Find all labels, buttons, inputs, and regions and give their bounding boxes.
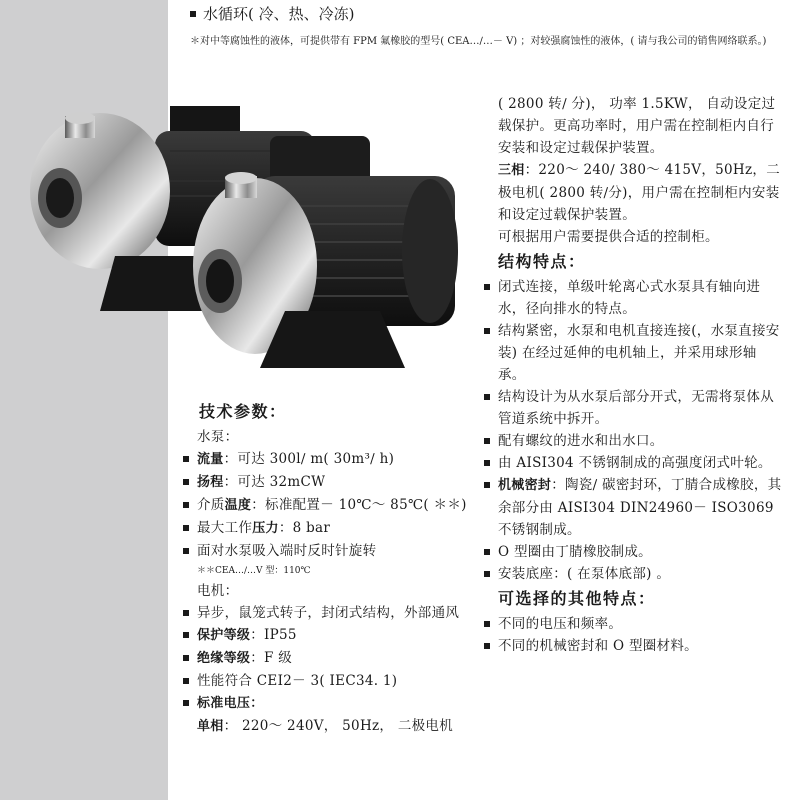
structure-item xyxy=(484,386,784,430)
insulation-label: 绝缘等级 xyxy=(197,651,251,666)
control-cabinet-text: 可根据用户需要提供合适的控制柜。 xyxy=(498,229,719,245)
compliance-row xyxy=(183,670,473,692)
bullet-square-icon xyxy=(484,394,490,400)
head-label: 扬程 xyxy=(197,475,224,490)
bullet-square-icon xyxy=(183,700,189,706)
single-phase-row xyxy=(183,715,473,738)
bullet-square-icon xyxy=(484,482,490,488)
motor-type-text: 异步，鼠笼式转子，封闭式结构，外部通风 xyxy=(197,605,460,621)
bullet-square-icon xyxy=(183,456,189,462)
seal-text: ：陶瓷∕ 碳密封环，丁腈合成橡胶，其余部分由 AISI304 DIN24960－ ISO3069 不锈钢制成。 xyxy=(498,477,782,538)
three-phase-paragraph xyxy=(484,159,784,226)
temperature-label: 温度 xyxy=(224,498,252,513)
insulation-value: ：F 级 xyxy=(250,650,293,666)
single-phase-text: ： 220～ 240V， 50Hz， 二极电机 xyxy=(223,718,454,734)
protection-label: 保护等级 xyxy=(197,628,251,643)
bullet-square-icon xyxy=(183,678,189,684)
pressure-value: ：8 bar xyxy=(278,520,331,536)
pump-product-photo xyxy=(20,106,460,376)
insulation-row xyxy=(183,647,473,670)
rotation-note: ＊＊CEA…∕…V 型：110℃ xyxy=(197,566,311,576)
bullet-square-icon xyxy=(183,610,189,616)
structure-item-text: 配有螺纹的进水和出水口。 xyxy=(498,433,664,449)
voltage-label: 标准电压： xyxy=(197,696,264,711)
pressure-label: 压力 xyxy=(252,521,279,536)
water-circulation-text: 水循环( 冷、热、冷冻) xyxy=(203,5,355,23)
structure-item xyxy=(484,320,784,386)
structure-item-text: 由 AISI304 不锈钢制成的高强度闭式叶轮。 xyxy=(498,455,772,471)
tech-params-heading: 技术参数： xyxy=(199,402,287,421)
bullet-square-icon xyxy=(484,328,490,334)
optional-item xyxy=(484,635,784,657)
single-phase-label: 单相 xyxy=(197,719,224,734)
right-column xyxy=(484,93,784,657)
flow-row xyxy=(183,448,473,471)
temperature-value: ：标准配置－ 10℃～ 85℃( ＊＊) xyxy=(251,497,467,513)
rotation-row xyxy=(183,540,473,562)
rotation-text: 面对水泵吸入端时反时针旋转 xyxy=(197,543,377,559)
bullet-square-icon xyxy=(484,438,490,444)
bullet-square-icon xyxy=(183,502,189,508)
three-phase-text: ：220～ 240∕ 380～ 415V，50Hz，二极电机( 2800 转∕分)，用户需在控制柜内安装和设定过载保护装置。 xyxy=(498,162,781,223)
protection-row xyxy=(183,624,473,647)
structure-item-text: 结构设计为从水泵后部分开式，无需将泵体从管道系统中拆开。 xyxy=(498,389,774,427)
three-phase-label: 三相 xyxy=(498,163,525,178)
head-row xyxy=(183,471,473,494)
flow-value: ：可达 300l∕ m( 30m³∕ h) xyxy=(223,451,395,467)
pressure-prefix: 最大工作 xyxy=(197,520,253,536)
oring-text: O 型圈由丁腈橡胶制成。 xyxy=(498,544,652,560)
temperature-prefix: 介质 xyxy=(197,497,225,513)
optional-heading: 可选择的其他特点： xyxy=(498,589,656,608)
structure-item-text: 闭式连接，单级叶轮离心式水泵具有轴向进水，径向排水的特点。 xyxy=(498,279,761,317)
bullet-square-icon xyxy=(484,621,490,627)
bullet-square-icon xyxy=(183,525,189,531)
structure-item xyxy=(484,430,784,452)
power-continuation: ( 2800 转∕ 分)， 功率 1.5KW， 自动设定过载保护。更高功率时，用户需在控制柜内自行安装和设定过载保护装置。 xyxy=(498,96,776,156)
head-value: ：可达 32mCW xyxy=(223,474,326,490)
bullet-square-icon xyxy=(183,479,189,485)
intro-section xyxy=(190,4,790,51)
optional-item-text: 不同的电压和频率。 xyxy=(498,616,623,632)
mechanical-seal-item xyxy=(484,474,784,541)
compliance-text: 性能符合 CEI2－ 3( IEC34. 1) xyxy=(197,673,398,689)
tech-params-column xyxy=(183,398,473,738)
structure-item xyxy=(484,276,784,320)
structure-heading: 结构特点： xyxy=(498,252,586,271)
bullet-square-icon xyxy=(183,632,189,638)
base-item xyxy=(484,563,784,585)
motor-type-row xyxy=(183,602,473,624)
voltage-row xyxy=(183,692,473,715)
flow-label: 流量 xyxy=(197,452,224,467)
bullet-square-icon xyxy=(484,460,490,466)
optional-item xyxy=(484,613,784,635)
motor-label: 电机： xyxy=(197,583,239,599)
bullet-square-icon xyxy=(190,11,196,17)
pump-label: 水泵： xyxy=(197,429,239,445)
bullet-square-icon xyxy=(183,655,189,661)
pressure-row xyxy=(183,517,473,540)
optional-item-text: 不同的机械密封和 O 型圈材料。 xyxy=(498,638,698,654)
bullet-square-icon xyxy=(484,284,490,290)
water-circulation-line xyxy=(190,4,790,24)
bullet-square-icon xyxy=(484,643,490,649)
bullet-square-icon xyxy=(484,549,490,555)
corrosion-note: ＊对中等腐蚀性的液体，可提供带有 FPM 氟橡胶的型号( CEA…∕…－ V) ；对较强腐蚀性的液体，( 请与我公司的销售网络联系。) xyxy=(190,36,767,47)
structure-item xyxy=(484,452,784,474)
seal-label: 机械密封 xyxy=(498,478,552,493)
temperature-row xyxy=(183,494,473,517)
bullet-square-icon xyxy=(484,571,490,577)
protection-value: ：IP55 xyxy=(250,627,297,643)
bullet-square-icon xyxy=(183,548,189,554)
base-text: 安装底座：( 在泵体底部) 。 xyxy=(498,566,671,582)
structure-item-text: 结构紧密，水泵和电机直接连接(，水泵直接安装) 在经过延伸的电机轴上，并采用球形轴承。 xyxy=(498,323,780,383)
oring-item xyxy=(484,541,784,563)
